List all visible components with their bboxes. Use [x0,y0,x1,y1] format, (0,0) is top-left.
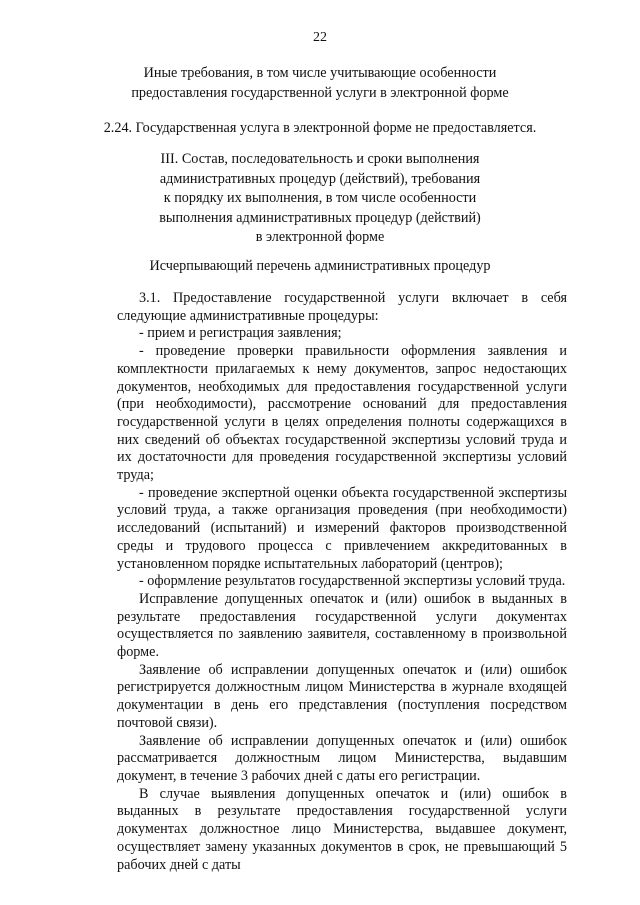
paragraph-registration: Заявление об исправлении допущенных опечаток и (или) ошибок регистрируется должностным лицом Министерства в журнале входящей документации в день его представления (поступления посредством почтовой связи). [117,661,567,731]
body-text [117,290,567,874]
heading-line: к порядку их выполнения, в том числе особенности [163,190,477,206]
heading-line: выполнения административных процедур (действий) [159,209,481,226]
heading-line: предоставления государственной услуги в электронной форме [131,84,509,101]
list-item-results: - оформление результатов государственной экспертизы условий труда. [139,573,566,590]
heading-line: Иные требования, в том числе учитывающие особенности [143,65,497,81]
paragraph-detection: В случае выявления допущенных опечаток и (или) ошибок в выданных в результате предоставления государственной услуги документах должностное лицо Министерства, выдавшее документ, осуществляет замену указанных документов в срок, не превышающий 5 рабочих дней с даты [117,785,567,873]
heading-line: III. Состав, последовательность и сроки выполнения [160,151,480,167]
section-3-heading [0,150,640,248]
paragraph-correction: Исправление допущенных опечаток и (или) ошибок в выданных в результате предоставления государственной услуги документах осуществляется по заявлению заявителя, составленному в произвольной форме. [117,590,567,661]
paragraph-review: Заявление об исправлении допущенных опечаток и (или) ошибок рассматривается должностным лицом Министерства, выдавшим документ, в течение 3 рабочих дней с даты его регистрации. [117,732,567,784]
heading-line: административных процедур (действий), требования [159,170,481,187]
section-other-requirements-heading [0,64,640,103]
list-item-reception: - прием и регистрация заявления; [139,325,342,342]
paragraph-2-24: 2.24. Государственная услуга в электронной форме не предоставляется. [103,120,537,136]
list-item-expert-assessment: - проведение экспертной оценки объекта государственной экспертизы условий труда, а также организация проведения (при необходимости) исследований (испытаний) и измерений факторов производственной среды и трудового процесса с привлечением аккредитованных в установленном порядке испытательных лабораторий (центров); [117,484,567,572]
paragraph-3-1: 3.1. Предоставление государственной услуги включает в себя следующие административные процедуры: [117,290,567,324]
subsection-title: Исчерпывающий перечень административных процедур [149,258,491,274]
list-item-verification: - проведение проверки правильности оформления заявления и комплектности прилагаемых к нему документов, запрос недостающих документов, необходимых для предоставления государственной услуги (при необходимости), рассмотрение оснований для предоставления государственной услуги в целях определения полноты содержащихся в них сведений об объектах государственной экспертизы условий труда и их достаточности для проведения государственной экспертизы условий труда; [117,343,567,484]
heading-line: в электронной форме [255,229,385,245]
page-number: 22 [313,30,327,45]
